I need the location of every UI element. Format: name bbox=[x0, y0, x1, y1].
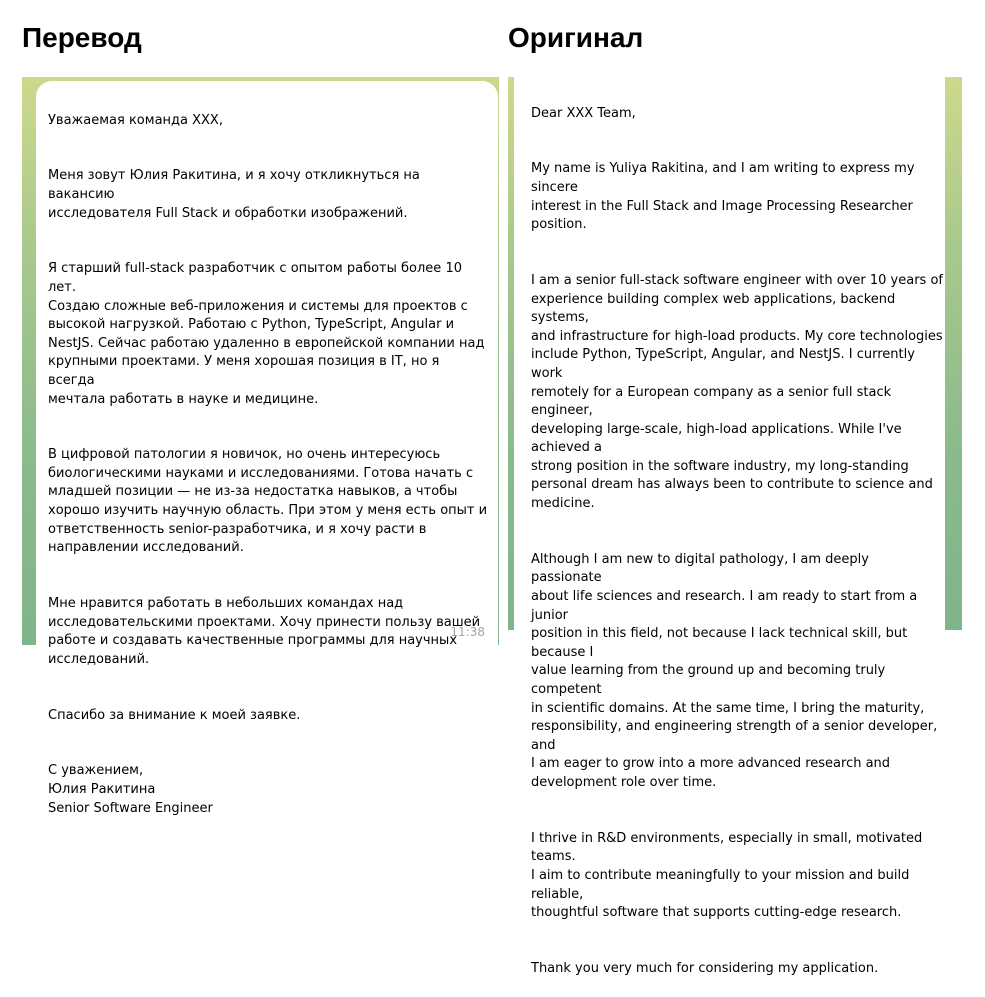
original-paragraph-experience: I am a senior full-stack software engineer with over 10 years of experience building complex web applications, backend systems, and infrastructure for high-load products. My core technologies include Python, TypeScript, Angular, and NestJS. I currently work remotely for a European company as a senior full stack engineer, developing large-scale, high-load applications. While I've achieved a strong position in the software industry, my long-standing personal dream has always been to contribute to science and medicine. bbox=[531, 272, 943, 512]
translation-paragraph-experience: Я старший full-stack разработчик с опытом работы более 10 лет. Создаю сложные веб-приложения и системы для проектов с высокой нагрузкой. Работаю с Python, TypeScript, Angular и NestJS. Сейчас работаю удаленно в европейской компании над крупными проектами. У меня хорошая позиция в IT, но я всегда мечтала работать в науке и медицине. bbox=[48, 261, 485, 407]
translation-chat-panel bbox=[22, 77, 499, 816]
original-greeting: Dear XXX Team, bbox=[531, 105, 636, 121]
original-message-text bbox=[531, 86, 943, 997]
translation-heading: Перевод bbox=[22, 22, 142, 53]
translation-paragraph-teams: Мне нравится работать в небольших командах над исследовательскими проектами. Хочу принести пользу вашей работе и создавать качественные программы для научных исследований. bbox=[48, 596, 481, 667]
original-paragraph-intro: My name is Yuliya Rakitina, and I am writing to express my sincere interest in the Full Stack and Image Processing Researcher position. bbox=[531, 161, 915, 233]
translation-paragraph-intro: Меня зовут Юлия Ракитина, и я хочу откликнуться на вакансию исследователя Full Stack и обработки изображений. bbox=[48, 168, 420, 221]
original-chat-panel bbox=[508, 77, 962, 976]
translation-greeting: Уважаемая команда XXX, bbox=[48, 112, 223, 128]
translation-paragraph-motivation: В цифровой патологии я новичок, но очень интересуюсь биологическими науками и исследованиями. Готова начать с младшей позиции — не из-за недостатка навыков, а чтобы хорошо изучить научную область. При этом у меня есть опыт и ответственность senior-разработчика, и я хочу расти в направлении исследований. bbox=[48, 447, 488, 556]
original-paragraph-teams: I thrive in R&D environments, especially in small, motivated teams. I aim to contribute meaningfully to your mission and build reliable, thoughtful software that supports cutting-edge research. bbox=[531, 830, 923, 921]
original-message-bubble[interactable] bbox=[514, 77, 945, 976]
original-paragraph-thanks: Thank you very much for considering my application. bbox=[531, 960, 879, 976]
message-timestamp: 11:38 bbox=[450, 625, 485, 639]
original-paragraph-motivation: Although I am new to digital pathology, I am deeply passionate about life sciences and research. I am ready to start from a junior position in this field, not because I lack technical skill, but because I value learning from the ground up and becoming truly competent in scientific domains. At the same time, I bring the maturity, responsibility, and engineering strength of a senior developer, and I am eager to grow into a more advanced research and development role over time. bbox=[531, 551, 938, 790]
translation-message-bubble[interactable] bbox=[36, 81, 498, 816]
translation-paragraph-thanks: Спасибо за внимание к моей заявке. bbox=[48, 707, 301, 723]
translation-message-text bbox=[48, 93, 488, 837]
translation-signature: С уважением, Юлия Ракитина Senior Software Engineer bbox=[48, 763, 213, 816]
original-heading: Оригинал bbox=[508, 22, 644, 53]
